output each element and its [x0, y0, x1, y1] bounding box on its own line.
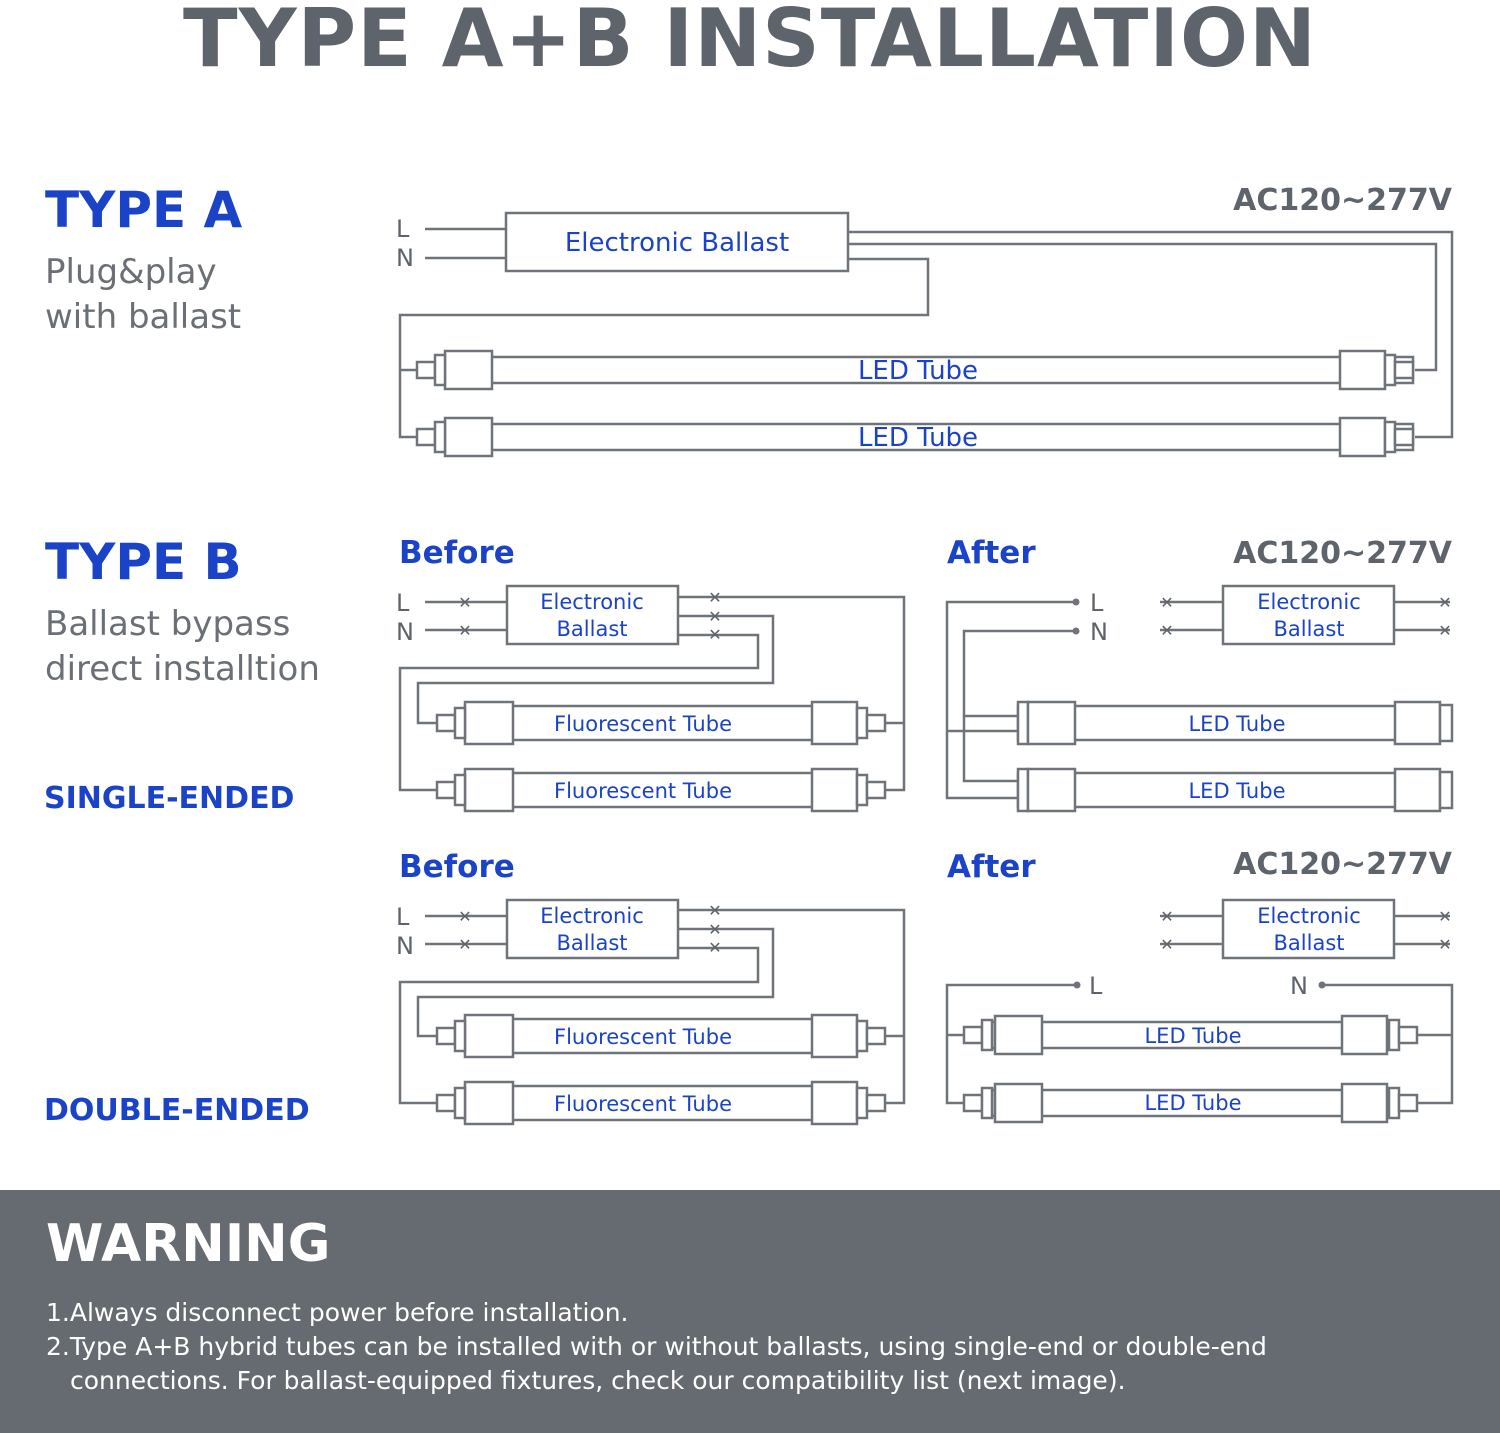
single-ended-after-diagram: [947, 535, 1453, 811]
single-before-fluorescent-tube-2: [437, 769, 885, 811]
single-before-neutral-label: N: [396, 618, 414, 646]
type-b-subtitle-line-2: direct installtion: [45, 649, 320, 689]
type-a-ballast: [506, 213, 848, 271]
double-ended-label: DOUBLE-ENDED: [44, 1093, 310, 1128]
cut-mark: ✕: [708, 920, 722, 939]
single-after-wire-neutral-branch: [964, 716, 1018, 781]
single-after-ballast-line-2: Ballast: [1273, 617, 1345, 641]
single-before-tube-2-label: Fluorescent Tube: [554, 779, 732, 803]
page-title: TYPE A+B INSTALLATION: [183, 0, 1317, 85]
type-a-heading: TYPE A: [45, 181, 243, 239]
warning-panel: [0, 1190, 1500, 1433]
type-a-subtitle-line-2: with ballast: [45, 297, 242, 337]
double-before-fluorescent-tube-2: [437, 1082, 885, 1124]
double-after-led-tube-1: [964, 1016, 1417, 1054]
double-ended-before-diagram: [396, 849, 904, 1124]
double-after-ballast: [1223, 900, 1394, 958]
single-after-led-tube-1: [1018, 702, 1452, 744]
cut-mark: ✕: [1438, 907, 1452, 926]
double-after-line-label: L: [1089, 972, 1103, 1000]
double-after-ballast-line-1: Electronic: [1257, 904, 1361, 928]
type-a-wire-outer-right: [848, 232, 1452, 437]
double-before-ballast: [507, 900, 678, 958]
double-after-ballast-line-2: Ballast: [1273, 931, 1345, 955]
cut-mark: ✕: [458, 935, 472, 954]
single-after-led-tube-2: [1018, 769, 1452, 811]
cut-mark: ✕: [1160, 907, 1174, 926]
single-ended-before-heading: Before: [399, 535, 515, 571]
type-a-ballast-label: Electronic Ballast: [564, 228, 790, 258]
cut-mark: ✕: [458, 593, 472, 612]
warning-title: WARNING: [46, 1214, 331, 1274]
cut-mark: ✕: [1160, 593, 1174, 612]
double-after-led-tube-2: [964, 1084, 1417, 1122]
single-before-ballast-line-1: Electronic: [540, 590, 644, 614]
type-a-tube-1-label: LED Tube: [857, 356, 979, 386]
type-a-led-tube-1: [417, 351, 1413, 389]
double-before-ballast-line-1: Electronic: [540, 904, 644, 928]
single-after-tube-2-label: LED Tube: [1188, 779, 1286, 803]
single-before-tube-1-label: Fluorescent Tube: [554, 712, 732, 736]
double-before-tube-1-label: Fluorescent Tube: [554, 1025, 732, 1049]
single-before-line-label: L: [396, 589, 410, 617]
single-ended-label: SINGLE-ENDED: [44, 781, 295, 816]
double-ended-before-heading: Before: [399, 849, 515, 885]
cut-mark: ✕: [1160, 621, 1174, 640]
cut-mark: ✕: [458, 621, 472, 640]
double-before-ballast-line-2: Ballast: [556, 931, 628, 955]
single-after-tube-1-label: LED Tube: [1188, 712, 1286, 736]
single-ended-after-heading: After: [947, 535, 1036, 571]
type-a-input-wires: [425, 229, 506, 258]
double-ended-after-voltage: AC120~277V: [1233, 847, 1452, 882]
warning-list: [46, 1296, 1466, 1398]
type-b-heading: TYPE B: [45, 533, 242, 591]
cut-mark: ✕: [1160, 935, 1174, 954]
single-after-ballast-line-1: Electronic: [1257, 590, 1361, 614]
single-ended-after-voltage: AC120~277V: [1233, 536, 1452, 571]
warning-item-1: 1.Always disconnect power before installation.: [46, 1298, 629, 1327]
type-a-voltage: AC120~277V: [1233, 183, 1452, 218]
cut-mark: ✕: [708, 607, 722, 626]
cut-mark: ✕: [708, 588, 722, 607]
type-a-subtitle-line-1: Plug&play: [45, 252, 217, 292]
double-before-fluorescent-tube-1: [437, 1015, 885, 1057]
single-before-ballast-line-2: Ballast: [556, 617, 628, 641]
type-a-wiring-diagram: [396, 213, 1452, 456]
single-after-ballast: [1223, 586, 1394, 644]
single-after-line-label: L: [1090, 589, 1104, 617]
type-b-section: [44, 533, 1453, 1128]
type-b-subtitle-line-1: Ballast bypass: [45, 604, 291, 644]
warning-item-2-line-1: 2.Type A+B hybrid tubes can be installed with or without ballasts, using single-end or double-end: [46, 1332, 1267, 1361]
type-a-led-tube-2: [417, 418, 1413, 456]
type-a-wire-left: [400, 259, 928, 437]
cut-mark: ✕: [458, 907, 472, 926]
double-after-tube-1-label: LED Tube: [1144, 1024, 1242, 1048]
double-before-tube-2-label: Fluorescent Tube: [554, 1092, 732, 1116]
single-before-fluorescent-tube-1: [437, 702, 885, 744]
double-ended-after-heading: After: [947, 849, 1036, 885]
type-a-section: [45, 181, 1453, 456]
double-after-tube-2-label: LED Tube: [1144, 1091, 1242, 1115]
cut-mark: ✕: [708, 901, 722, 920]
type-a-line-label: L: [396, 215, 410, 243]
single-ended-before-diagram: [396, 535, 904, 811]
double-after-neutral-label: N: [1290, 972, 1308, 1000]
cut-mark: ✕: [708, 625, 722, 644]
warning-item-2-line-2: connections. For ballast-equipped fixtures, check our compatibility list (next image).: [70, 1366, 1126, 1395]
double-before-neutral-label: N: [396, 932, 414, 960]
single-after-neutral-label: N: [1090, 618, 1108, 646]
double-before-line-label: L: [396, 903, 410, 931]
cut-mark: ✕: [1438, 935, 1452, 954]
single-before-ballast: [507, 586, 678, 644]
cut-mark: ✕: [1438, 593, 1452, 612]
cut-mark: ✕: [708, 938, 722, 957]
cut-mark: ✕: [1438, 621, 1452, 640]
type-a-neutral-label: N: [396, 244, 414, 272]
double-ended-after-diagram: [947, 847, 1453, 1122]
type-a-tube-2-label: LED Tube: [857, 423, 979, 453]
